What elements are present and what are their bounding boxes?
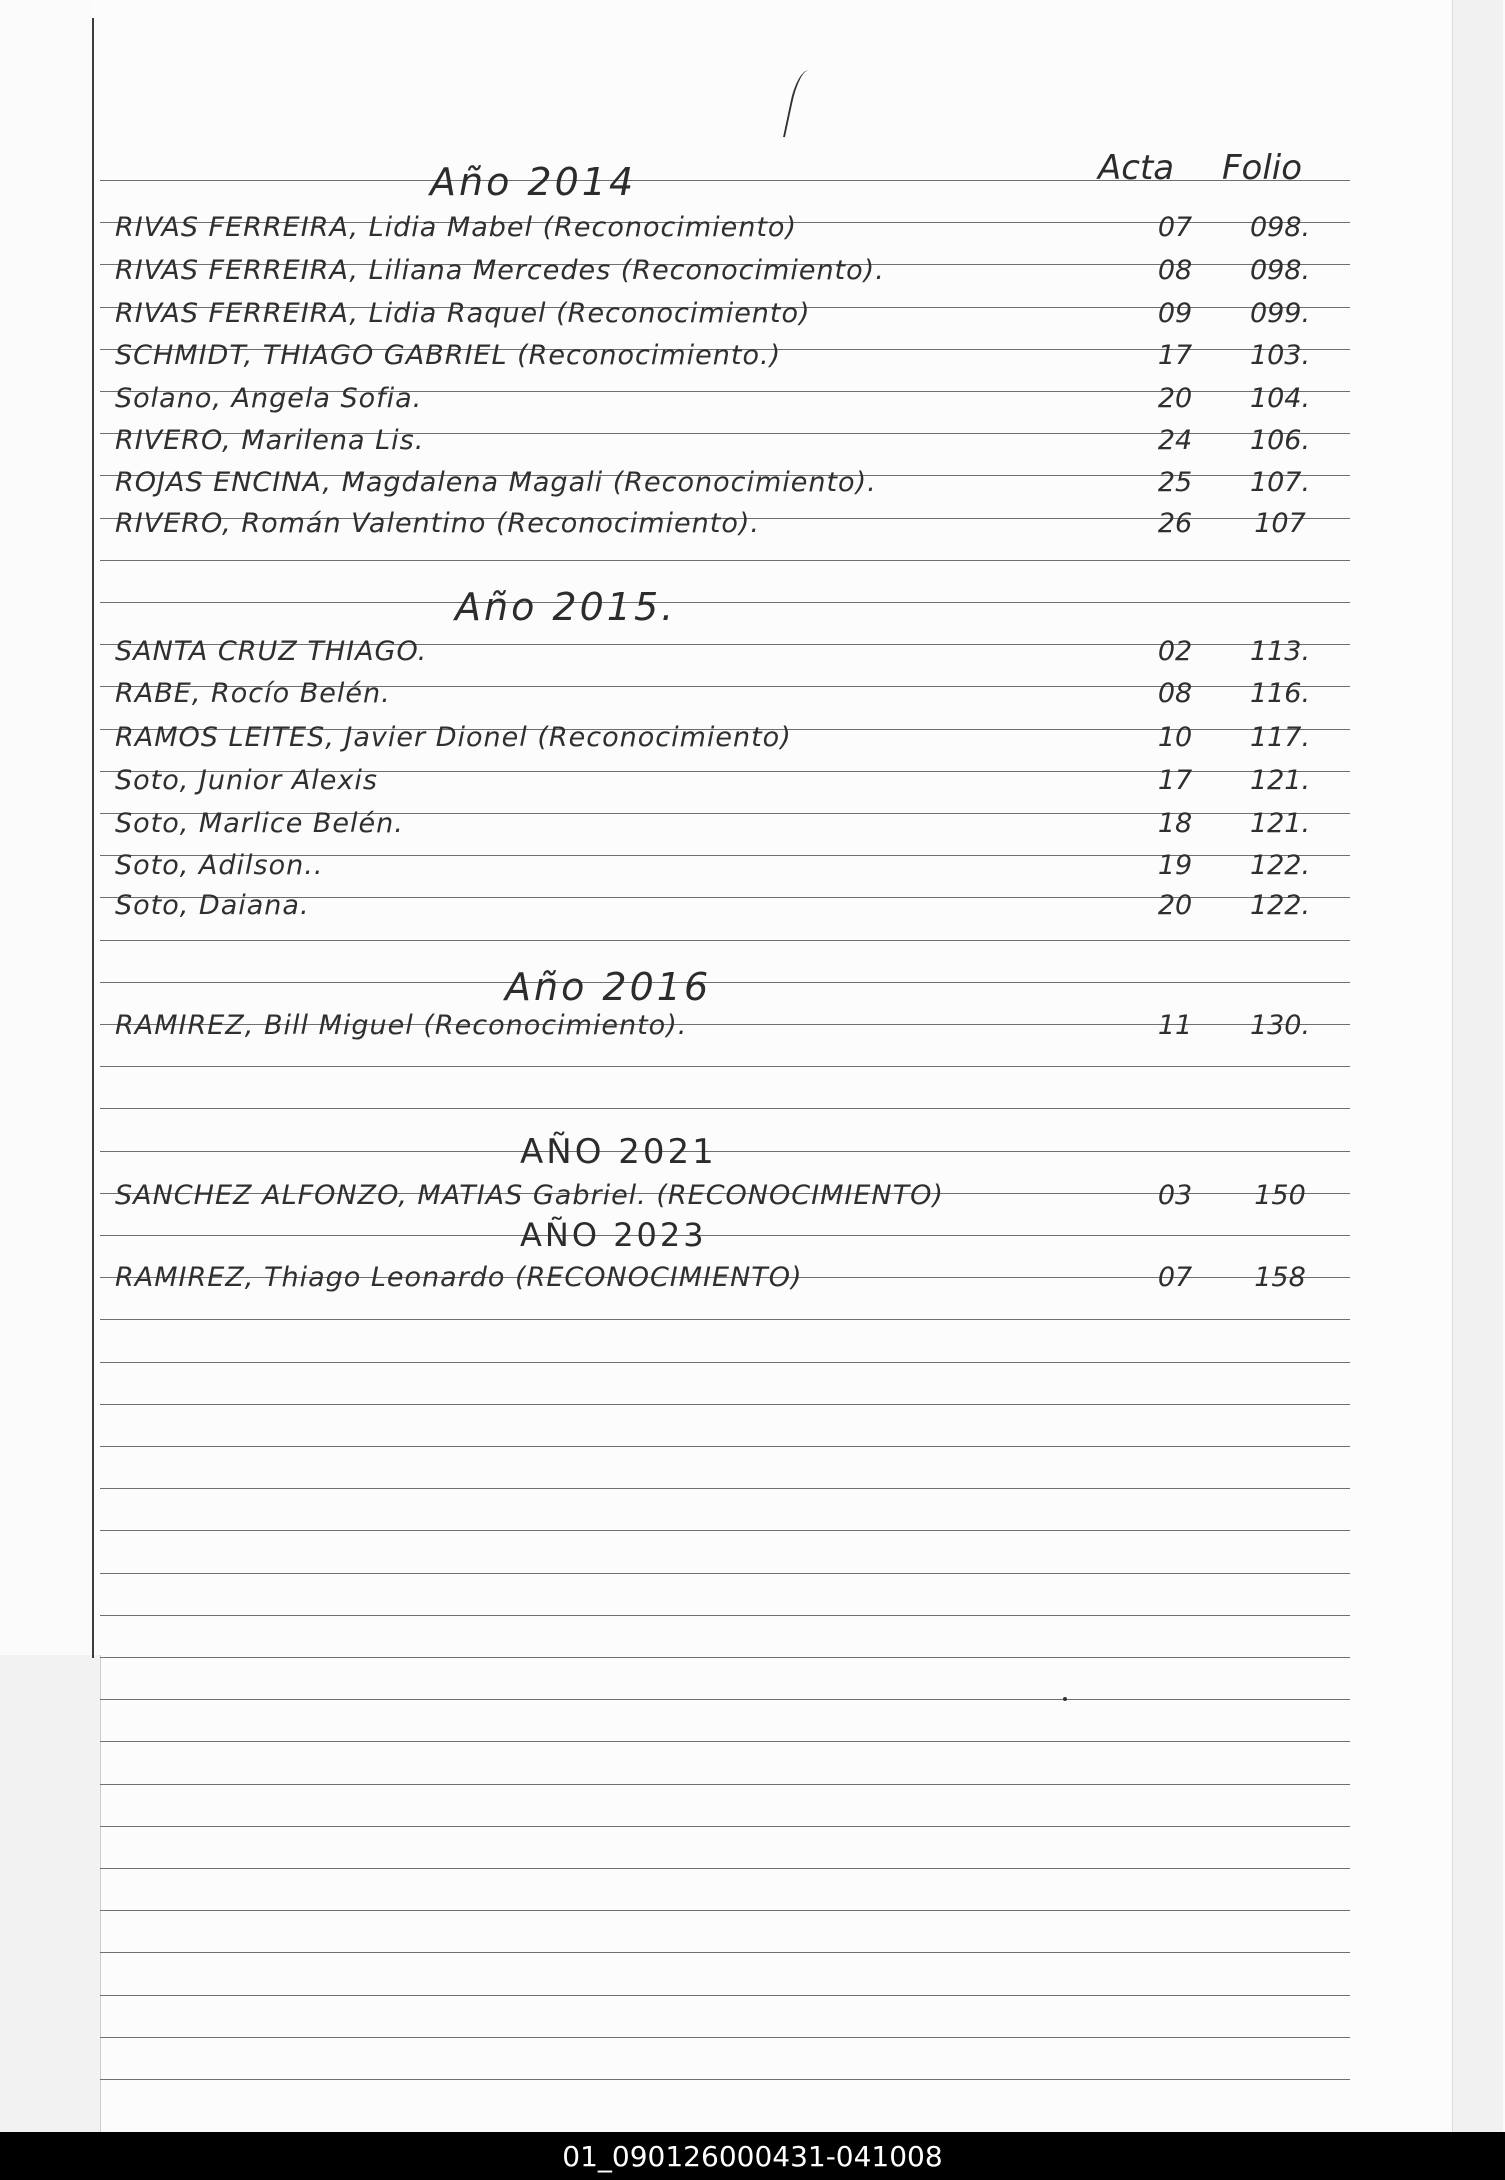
entry-name: RIVERO, Marilena Lis. [115, 425, 425, 456]
entry-folio: 117. [1249, 722, 1311, 753]
ledger-entry [105, 890, 1345, 924]
entry-name: RIVAS FERREIRA, Lidia Raquel (Reconocimiento) [115, 298, 811, 329]
entry-name: Soto, Marlice Belén. [115, 808, 404, 839]
ledger-entry [105, 467, 1345, 501]
entry-acta: 18 [1157, 808, 1193, 839]
section-header-2023: AÑO 2023 [520, 1216, 707, 1254]
ink-dot [1063, 1697, 1067, 1701]
ledger-entry [105, 765, 1345, 799]
scan-id-label: 01_090126000431-041008 [562, 2140, 943, 2173]
entry-name: RIVAS FERREIRA, Lidia Mabel (Reconocimiento) [115, 212, 797, 243]
ledger-entry [105, 850, 1345, 884]
entry-folio: 107. [1249, 467, 1311, 498]
entry-acta: 11 [1157, 1010, 1193, 1041]
ledger-entry [105, 383, 1345, 417]
entry-acta: 09 [1157, 298, 1193, 329]
entry-folio: 099. [1249, 298, 1311, 329]
entry-folio: 103. [1249, 340, 1311, 371]
entry-name: RAMIREZ, Thiago Leonardo (RECONOCIMIENTO) [115, 1262, 803, 1293]
column-header-acta: Acta [1098, 148, 1175, 188]
entry-acta: 19 [1157, 850, 1193, 881]
entry-folio: 113. [1249, 636, 1311, 667]
entry-acta: 02 [1157, 636, 1193, 667]
ledger-entry [105, 212, 1345, 246]
ledger-entry [105, 1180, 1345, 1214]
ledger-entry [105, 1010, 1345, 1044]
entry-acta: 20 [1157, 890, 1193, 921]
ledger-entry [105, 255, 1345, 289]
entry-folio: 150 [1254, 1180, 1306, 1211]
entry-name: RAMOS LEITES, Javier Dionel (Reconocimiento) [115, 722, 792, 753]
entry-acta: 03 [1157, 1180, 1193, 1211]
entry-folio: 121. [1249, 808, 1311, 839]
entry-name: RAMIREZ, Bill Miguel (Reconocimiento). [115, 1010, 688, 1041]
entry-folio: 098. [1249, 255, 1311, 286]
entry-acta: 08 [1157, 678, 1193, 709]
entry-folio: 122. [1249, 890, 1311, 921]
entry-acta: 07 [1157, 1262, 1193, 1293]
entry-folio: 121. [1249, 765, 1311, 796]
entry-acta: 20 [1157, 383, 1193, 414]
entry-name: Soto, Daiana. [115, 890, 310, 921]
entry-name: SANCHEZ ALFONZO, MATIAS Gabriel. (RECONOCIMIENTO) [115, 1180, 944, 1211]
ledger-entry [105, 678, 1345, 712]
entry-name: Soto, Adilson.. [115, 850, 324, 881]
ledger-entry [105, 808, 1345, 842]
entry-folio: 106. [1249, 425, 1311, 456]
entry-name: SCHMIDT, THIAGO GABRIEL (Reconocimiento.) [115, 340, 782, 371]
column-header-folio: Folio [1222, 148, 1303, 188]
entry-folio: 098. [1249, 212, 1311, 243]
entry-folio: 107 [1254, 508, 1306, 539]
entry-folio: 116. [1249, 678, 1311, 709]
ledger-entry [105, 722, 1345, 756]
entry-name: RABE, Rocío Belén. [115, 678, 391, 709]
entry-name: RIVAS FERREIRA, Liliana Mercedes (Reconocimiento). [115, 255, 885, 286]
entry-folio: 158 [1254, 1262, 1306, 1293]
entry-acta: 17 [1157, 765, 1193, 796]
section-header-2014: Año 2014 [430, 160, 637, 204]
entry-folio: 122. [1249, 850, 1311, 881]
ledger-entry [105, 298, 1345, 332]
ledger-entry [105, 508, 1345, 542]
entry-acta: 26 [1157, 508, 1193, 539]
entry-acta: 10 [1157, 722, 1193, 753]
entry-folio: 104. [1249, 383, 1311, 414]
entry-acta: 07 [1157, 212, 1193, 243]
entry-name: Solano, Angela Sofia. [115, 383, 423, 414]
entry-name: ROJAS ENCINA, Magdalena Magali (Reconocimiento). [115, 467, 877, 498]
entry-folio: 130. [1249, 1010, 1311, 1041]
ledger-entry [105, 636, 1345, 670]
entry-acta: 08 [1157, 255, 1193, 286]
section-header-2015: Año 2015. [455, 585, 677, 629]
section-header-2016: Año 2016 [505, 965, 712, 1009]
ledger-entry [105, 425, 1345, 459]
pen-stroke-mark [783, 68, 819, 141]
entry-acta: 25 [1157, 467, 1193, 498]
scan-footer-bar [0, 2132, 1505, 2180]
section-header-2021: AÑO 2021 [520, 1132, 717, 1172]
entry-name: Soto, Junior Alexis [115, 765, 378, 796]
entry-name: RIVERO, Román Valentino (Reconocimiento). [115, 508, 760, 539]
ledger-entry [105, 1262, 1345, 1296]
entry-acta: 17 [1157, 340, 1193, 371]
ledger-entry [105, 340, 1345, 374]
entry-name: SANTA CRUZ THIAGO. [115, 636, 428, 667]
entry-acta: 24 [1157, 425, 1193, 456]
